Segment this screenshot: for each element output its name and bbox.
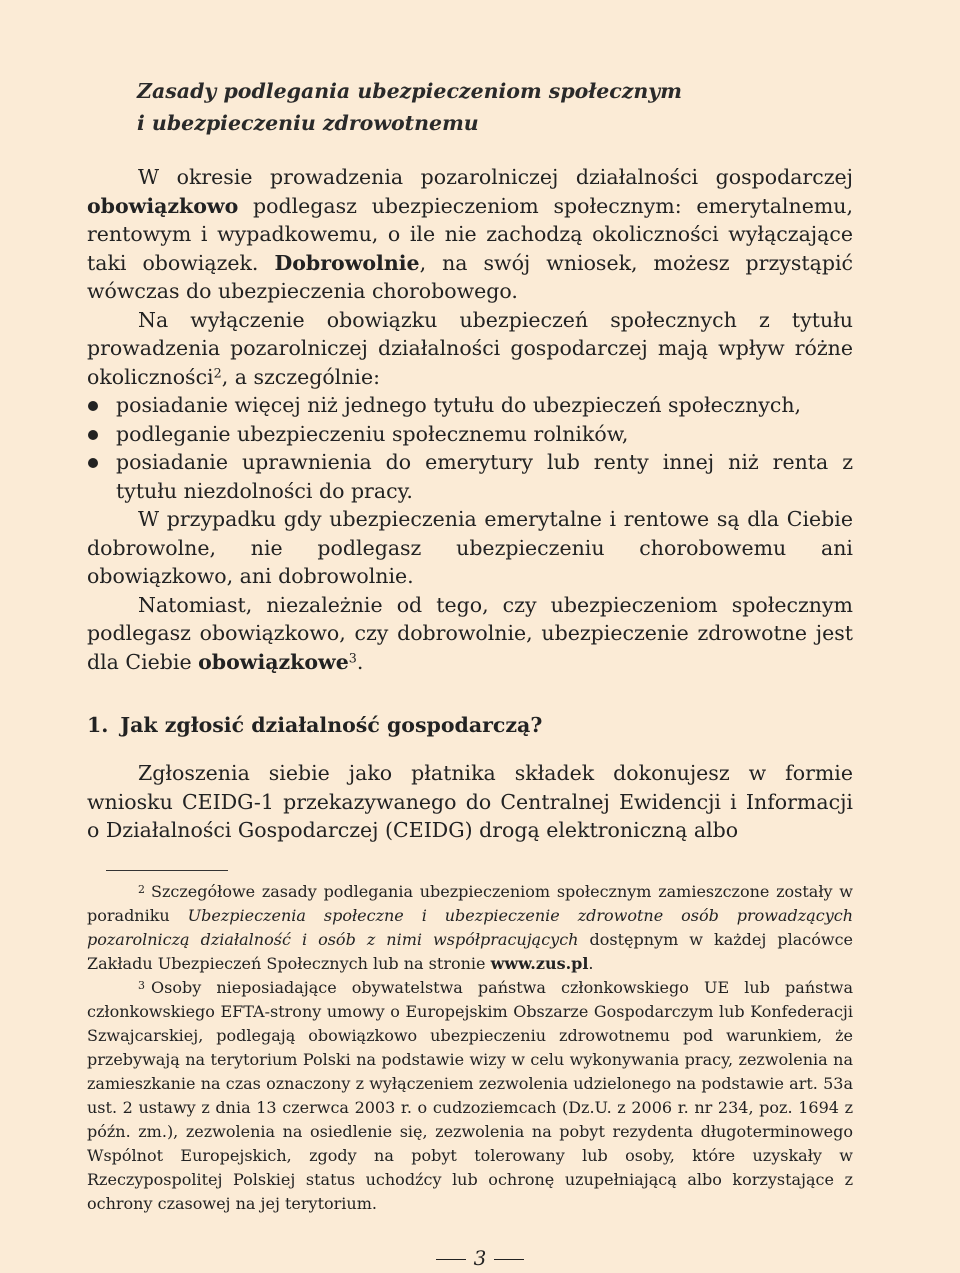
bullet-dot-icon [88, 401, 98, 411]
page-number: 3 [0, 1244, 960, 1272]
intro-paragraph-2: Na wyłączenie obowiązku ubezpieczeń społecznych z tytułu prowadzenia pozarolniczej działalności gospodarczej mają wpływ różne okoliczności$^2$, a szczególnie: [87, 307, 853, 389]
section-title: Jak zgłosić działalność gospodarczą? [120, 713, 543, 737]
list-item: podleganie ubezpieczeniu społecznemu rolników, [87, 420, 853, 449]
heading-line-2: i ubezpieczeniu zdrowotnemu [137, 111, 479, 135]
list-item: posiadanie uprawnienia do emerytury lub renty innej niż renta z tytułu niezdolności do pracy. [87, 448, 853, 505]
footnote-number: 2 [138, 883, 145, 896]
footnote-ref-3: 3 [348, 650, 357, 666]
footnote-number: 3 [138, 979, 145, 992]
section-heading [87, 709, 542, 741]
intro-text [87, 163, 853, 676]
section-paragraph-1: Zgłoszenia siebie jako płatnika składek dokonujesz w formie wniosku CEIDG-1 przekazywanego do Centralnej Ewidencji i Informacji o Działalności Gospodarczej (CEIDG) drogą elektroniczną albo [87, 761, 853, 842]
website-link[interactable]: www.zus.pl [490, 954, 589, 973]
footnotes [87, 880, 853, 1216]
section-text [87, 759, 853, 845]
emphasis-mandatory: obowiązkowo [87, 193, 239, 218]
bullet-dot-icon [88, 458, 98, 468]
footnote-3: $^3$ Osoby nieposiadające obywatelstwa państwa członkowskiego UE lub państwa członkowskiego EFTA-strony umowy o Europejskim Obszarze Gospodarczym lub Konfederacji Szwajcarskiej, podlegają obowiązkowo ubezpieczeniu zdrowotnemu pod warunkiem, że przebywają na terytorium Polski na podstawie wizy w celu wykonywania pracy, zezwolenia na zamieszkanie na czas oznaczony z wyłączeniem zezwolenia udzielonego na podstawie art. 53a ust. 2 ustawy z dnia 13 czerwca 2003 r. o cudzoziemcach (Dz.U. z 2006 r. nr 234, poz. 1694 z późn. zm.), zezwolenia na osiedlenie się, zezwolenia na pobyt rezydenta długoterminowego Wspólnot Europejskich, zgody na pobyt tolerowany lub osoby, które uzyskały w Rzeczypospolitej Polskiej status uchodźcy lub ochronę uzupełniającą albo korzystające z ochrony czasowej na jej terytorium. [87, 978, 853, 1213]
page-number-dash [436, 1259, 466, 1260]
emphasis-mandatory-health: obowiązkowe [198, 649, 349, 674]
emphasis-voluntary: Dobrowolnie [274, 250, 420, 275]
footnote-divider [106, 870, 228, 871]
intro-paragraph-4: Natomiast, niezależnie od tego, czy ubezpieczeniom społecznym podlegasz obowiązkowo, czy dobrowolnie, ubezpieczenie zdrowotne jest dla Ciebie obowiązkowe$^3$. [87, 592, 853, 674]
bullet-dot-icon [88, 430, 98, 440]
circumstances-list [87, 391, 853, 505]
page-heading [137, 75, 877, 139]
footnote-ref-2: 2 [213, 365, 222, 381]
footnote-2: $^2$ Szczegółowe zasady podlegania ubezpieczeniom społecznym zamieszczone zostały w poradniku Ubezpieczenia społeczne i ubezpieczenie zdrowotne osób prowadzących pozarolniczą działalność i osób z nimi współpracujących dostępnym w każdej placówce Zakładu Ubezpieczeń Społecznych lub na stronie www.zus.pl. [87, 882, 854, 973]
intro-paragraph-3: W przypadku gdy ubezpieczenia emerytalne i rentowe są dla Ciebie dobrowolne, nie podlegasz ubezpieczeniu chorobowemu ani obowiązkowo, ani dobrowolnie. [87, 507, 853, 588]
list-item: posiadanie więcej niż jednego tytułu do ubezpieczeń społecznych, [87, 391, 853, 420]
intro-paragraph-1: W okresie prowadzenia pozarolniczej działalności gospodarczej obowiązkowo podlegasz ubezpieczeniom społecznym: emerytalnemu, rentowym i wypadkowemu, o ile nie zachodzą okoliczności wyłączające taki obowiązek. Dobrowolnie, na swój wniosek, możesz przystąpić wówczas do ubezpieczenia chorobowego. [87, 165, 853, 303]
section-number: 1. [87, 713, 109, 737]
page-number-dash [494, 1259, 524, 1260]
heading-line-1: Zasady podlegania ubezpieczeniom społecznym [137, 79, 682, 103]
guide-title: Ubezpieczenia społeczne i ubezpieczenie zdrowotne osób prowadzących pozarolniczą działalność i osób z nimi współpracujących [87, 906, 853, 949]
